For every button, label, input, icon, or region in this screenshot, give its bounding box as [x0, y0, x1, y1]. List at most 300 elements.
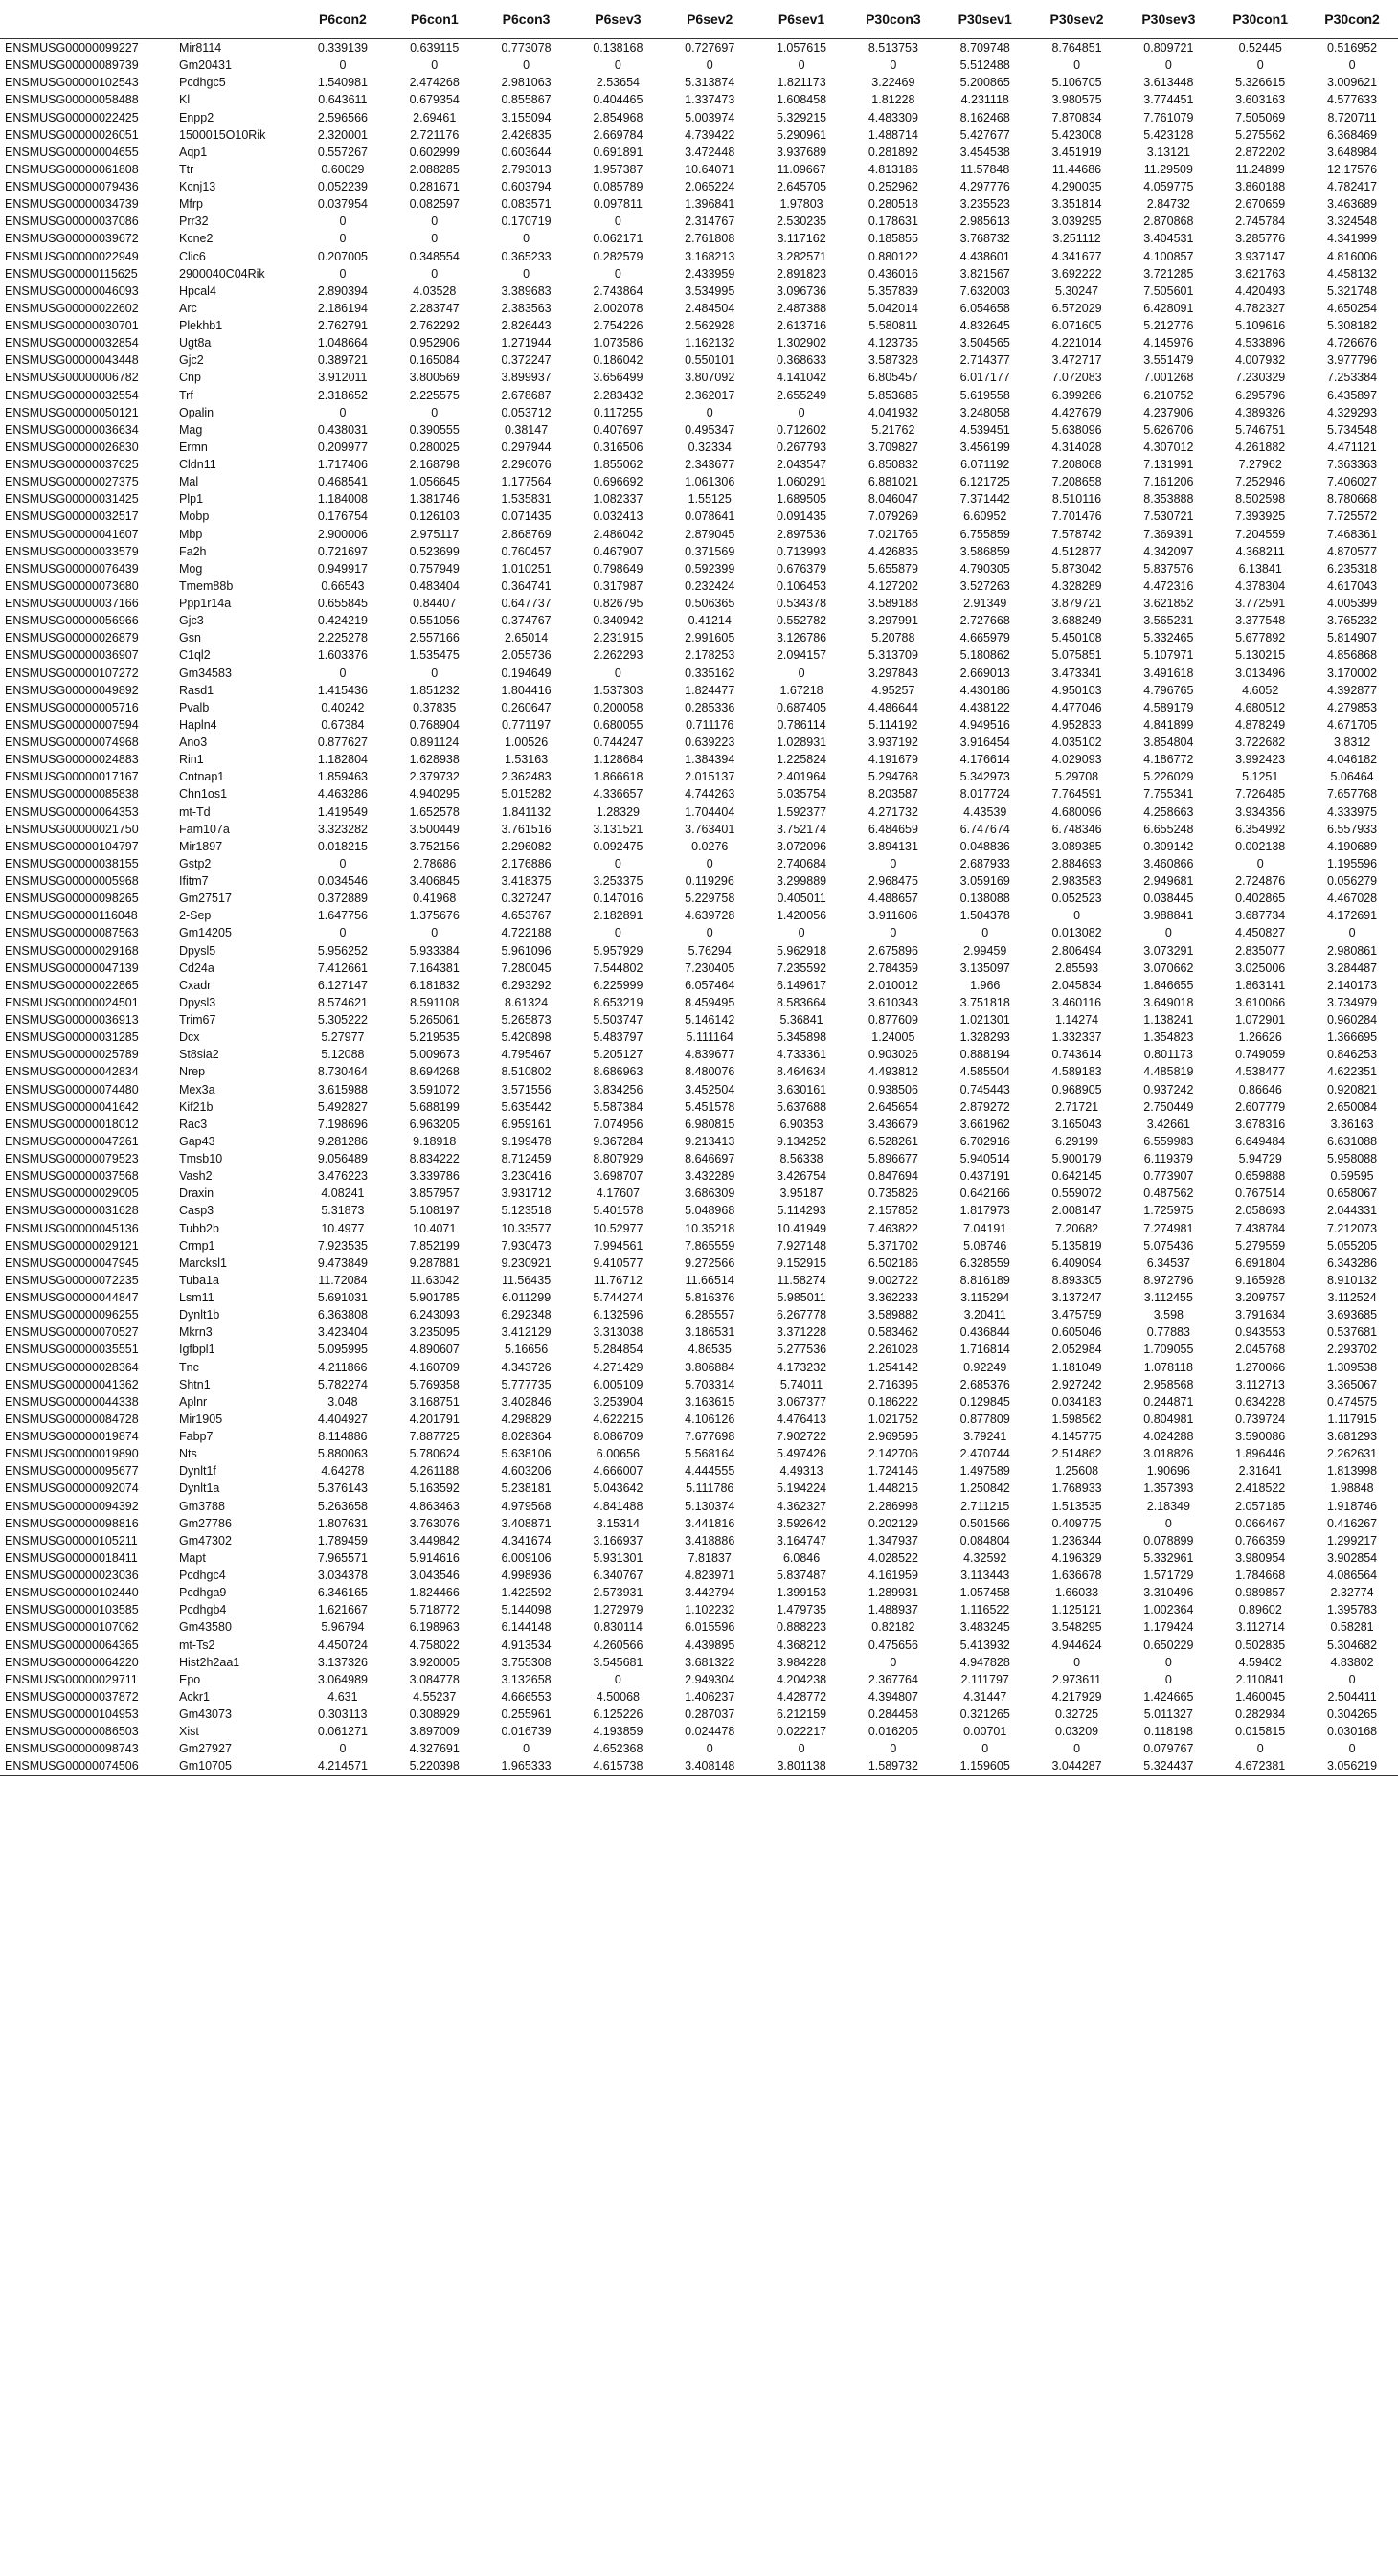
expression-value-cell: 4.333975	[1326, 804, 1378, 819]
expression-value-cell: 4.639728	[685, 909, 735, 923]
expression-value-cell: 5.27977	[321, 1030, 365, 1045]
expression-value-cell: 1.357393	[1143, 1481, 1194, 1496]
expression-value-cell: 7.994561	[593, 1238, 643, 1253]
expression-value-cell: 4.08241	[321, 1186, 365, 1201]
expression-value-cell: 4.59402	[1238, 1655, 1282, 1669]
expression-value-cell: 3.406845	[409, 874, 460, 889]
table-row	[0, 1116, 1398, 1133]
expression-value-cell: 4.585504	[959, 1065, 1010, 1079]
expression-value-cell: 1.725975	[1143, 1204, 1194, 1218]
ensembl-id-cell: ENSMUSG00000076439	[5, 561, 139, 576]
expression-value-cell: 8.574621	[317, 995, 368, 1009]
expression-value-cell: 7.902722	[776, 1430, 827, 1444]
expression-value-cell: 0.82182	[871, 1620, 915, 1635]
ensembl-id-cell: ENSMUSG00000116048	[5, 909, 138, 923]
expression-value-cell: 4.512877	[1051, 544, 1102, 558]
expression-value-cell: 3.763076	[409, 1516, 460, 1530]
expression-value-cell: 0.106453	[776, 578, 827, 593]
expression-value-cell: 0.920821	[1326, 1082, 1378, 1096]
expression-value-cell: 9.230921	[501, 1255, 552, 1270]
table-row	[0, 1654, 1398, 1671]
expression-value-cell: 4.589183	[1051, 1065, 1102, 1079]
expression-value-cell: 0.830114	[593, 1620, 643, 1635]
expression-value-cell: 0.374767	[501, 614, 552, 628]
expression-value-cell: 2.094157	[776, 648, 827, 663]
expression-value-cell: 3.761516	[501, 822, 552, 836]
ensembl-id-cell: ENSMUSG00000047945	[5, 1255, 139, 1270]
expression-value-cell: 0.015815	[1235, 1725, 1286, 1739]
expression-value-cell: 2.745784	[1235, 215, 1286, 229]
expression-value-cell: 4.127202	[868, 578, 918, 593]
expression-value-cell: 3.661962	[959, 1117, 1010, 1131]
gene-symbol-cell: Dpysl3	[179, 995, 216, 1009]
expression-value-cell: 6.428091	[1143, 301, 1194, 315]
expression-value-cell: 3.166937	[593, 1533, 643, 1548]
expression-value-cell: 7.578742	[1051, 527, 1102, 541]
expression-value-cell: 0	[523, 266, 530, 281]
expression-value-cell: 2.645705	[776, 180, 827, 194]
expression-value-cell: 3.170002	[1326, 666, 1378, 680]
gene-symbol-cell: Cnp	[179, 371, 201, 385]
expression-value-cell: 5.313874	[685, 76, 735, 90]
expression-value-cell: 0.280518	[868, 197, 918, 212]
expression-value-cell: 0.67384	[321, 717, 365, 732]
expression-value-cell: 3.992423	[1235, 753, 1286, 767]
expression-value-cell: 3.693685	[1326, 1308, 1378, 1322]
table-row	[0, 1740, 1398, 1757]
ensembl-id-cell: ENSMUSG00000056966	[5, 614, 139, 628]
expression-value-cell: 0.757949	[409, 561, 460, 576]
expression-value-cell: 0.960284	[1326, 1013, 1378, 1028]
expression-value-cell: 8.114886	[318, 1430, 368, 1444]
gene-symbol-cell: Hpcal4	[179, 283, 216, 298]
expression-value-cell: 2.981063	[501, 76, 552, 90]
expression-value-cell: 0.372247	[501, 353, 552, 368]
expression-value-cell: 0.052523	[1051, 892, 1102, 906]
expression-value-cell: 3.456199	[959, 440, 1010, 454]
expression-value-cell: 1.299217	[1326, 1533, 1378, 1548]
expression-value-cell: 0.639115	[410, 41, 460, 56]
expression-value-cell: 3.721285	[1143, 266, 1194, 281]
expression-value-cell: 5.31873	[321, 1204, 365, 1218]
expression-value-cell: 0.048836	[959, 839, 1010, 853]
expression-value-cell: 0.281892	[868, 145, 918, 159]
expression-value-cell: 6.747674	[959, 822, 1010, 836]
header-row	[0, 0, 1398, 39]
table-row	[0, 490, 1398, 508]
expression-value-cell: 4.979568	[501, 1499, 552, 1513]
expression-value-cell: 4.444555	[685, 1464, 735, 1479]
gene-symbol-cell: Tmem88b	[179, 578, 234, 593]
expression-value-cell: 0.030168	[1326, 1725, 1378, 1739]
expression-value-cell: 8.807929	[593, 1152, 643, 1166]
expression-value-cell: 5.003974	[685, 110, 735, 124]
expression-value-cell: 1.571729	[1143, 1569, 1194, 1583]
ensembl-id-cell: ENSMUSG00000030701	[5, 319, 139, 333]
ensembl-id-cell: ENSMUSG00000036913	[5, 1013, 139, 1028]
expression-value-cell: 3.920005	[409, 1655, 460, 1669]
expression-value-cell: 5.703314	[685, 1377, 735, 1391]
expression-value-cell: 8.162468	[959, 110, 1010, 124]
gene-symbol-cell: Mir8114	[179, 41, 222, 56]
expression-value-cell: 5.734548	[1326, 422, 1378, 437]
expression-value-cell: 4.214571	[297, 1757, 389, 1775]
table-row	[0, 74, 1398, 91]
expression-value-cell: 1.309538	[1326, 1360, 1378, 1374]
expression-value-cell: 4.878249	[1235, 717, 1286, 732]
ensembl-id-cell: ENSMUSG00000103585	[5, 1603, 139, 1617]
table-row	[0, 821, 1398, 838]
expression-value-cell: 6.057464	[685, 978, 735, 992]
column-header: P6sev3	[572, 0, 664, 39]
expression-value-cell: 7.412661	[317, 960, 368, 975]
ensembl-id-cell: ENSMUSG00000022425	[5, 110, 139, 124]
expression-value-cell: 7.701476	[1051, 509, 1102, 524]
gene-symbol-cell: Trim67	[179, 1013, 216, 1028]
expression-value-cell: 5.108197	[409, 1204, 460, 1218]
expression-value-cell: 0.523699	[409, 544, 460, 558]
expression-value-cell: 2.065224	[685, 180, 735, 194]
expression-value-cell: 0.078899	[1143, 1533, 1194, 1548]
expression-value-cell: 8.028364	[501, 1430, 552, 1444]
expression-value-cell: 3.587328	[868, 353, 918, 368]
expression-value-cell: 7.852199	[409, 1238, 460, 1253]
expression-value-cell: 4.237906	[1143, 405, 1194, 419]
table-row	[0, 39, 1398, 57]
expression-value-cell: 5.107971	[1143, 648, 1194, 663]
expression-value-cell: 2.320001	[317, 127, 368, 142]
gene-symbol-cell: Rin1	[179, 753, 204, 767]
expression-value-cell: 8.046047	[868, 492, 918, 507]
expression-value-cell: 2.969595	[868, 1430, 918, 1444]
expression-value-cell: 5.075851	[1051, 648, 1102, 663]
gene-symbol-cell: Tubb2b	[179, 1221, 219, 1235]
ensembl-id-cell: ENSMUSG00000064365	[5, 1638, 139, 1652]
expression-value-cell: 6.559983	[1143, 1134, 1194, 1148]
expression-value-cell: 0.501566	[959, 1516, 1010, 1530]
expression-value-cell: 5.263658	[317, 1499, 368, 1513]
expression-value-cell: 3.899937	[501, 371, 552, 385]
expression-value-cell: 4.123735	[868, 336, 918, 350]
expression-value-cell: 1.855062	[593, 458, 643, 472]
expression-value-cell: 5.106705	[1051, 76, 1102, 90]
ensembl-id-cell: ENSMUSG00000085838	[5, 787, 139, 802]
expression-value-cell: 3.472717	[1051, 353, 1102, 368]
expression-value-cell: 5.29708	[1054, 770, 1099, 784]
expression-value-cell: 7.274981	[1143, 1221, 1194, 1235]
expression-value-cell: 6.805457	[868, 371, 918, 385]
expression-value-cell: 6.210752	[1143, 388, 1194, 402]
expression-value-cell: 1.807631	[317, 1516, 368, 1530]
expression-value-cell: 0	[1348, 1742, 1356, 1756]
expression-value-cell: 0.052239	[317, 180, 368, 194]
expression-value-cell: 8.086709	[593, 1430, 643, 1444]
expression-value-cell: 0.77883	[1146, 1325, 1190, 1340]
expression-value-cell: 0.92249	[963, 1360, 1007, 1374]
expression-value-cell: 2.754226	[593, 319, 643, 333]
table-row	[0, 1428, 1398, 1445]
table-row	[0, 1237, 1398, 1254]
expression-value-cell: 6.850832	[868, 458, 918, 472]
expression-value-cell: 0.687405	[776, 700, 827, 714]
expression-value-cell: 0.888223	[776, 1620, 827, 1635]
expression-value-cell: 3.934356	[1235, 804, 1286, 819]
ensembl-id-cell: ENSMUSG00000045136	[5, 1221, 139, 1235]
ensembl-id-cell: ENSMUSG00000070527	[5, 1325, 139, 1340]
expression-value-cell: 3.527263	[959, 578, 1010, 593]
expression-value-cell: 4.438601	[959, 249, 1010, 263]
gene-symbol-cell: Pcdhga9	[179, 1586, 227, 1600]
column-header: P30sev2	[1031, 0, 1123, 39]
expression-value-cell: 9.134252	[776, 1134, 827, 1148]
expression-value-cell: 0	[339, 405, 347, 419]
gene-symbol-cell: Gm34583	[179, 666, 232, 680]
expression-value-cell: 2.057185	[1235, 1499, 1286, 1513]
expression-value-cell: 8.56338	[779, 1152, 823, 1166]
expression-value-cell: 5.342973	[959, 770, 1010, 784]
expression-value-cell: 2.562928	[685, 319, 735, 333]
expression-value-cell: 0	[614, 856, 621, 870]
expression-value-cell: 2.362483	[501, 770, 552, 784]
ensembl-id-cell: ENSMUSG00000058488	[5, 93, 139, 107]
expression-value-cell: 1.415436	[317, 683, 368, 697]
expression-value-cell: 0.846253	[1326, 1048, 1378, 1062]
expression-value-cell: 1.159605	[939, 1757, 1031, 1775]
expression-value-cell: 9.287881	[409, 1255, 460, 1270]
expression-value-cell: 0.285336	[685, 700, 735, 714]
expression-value-cell: 7.677698	[685, 1430, 735, 1444]
expression-value-cell: 0.079767	[1143, 1742, 1194, 1756]
expression-value-cell: 0.735826	[868, 1186, 918, 1201]
expression-value-cell: 0.129845	[959, 1394, 1010, 1409]
expression-value-cell: 3.603163	[1235, 93, 1286, 107]
expression-value-cell: 0.092475	[593, 839, 643, 853]
expression-value-cell: 3.253375	[593, 874, 643, 889]
expression-value-cell: 3.418375	[501, 874, 552, 889]
gene-symbol-cell: Trf	[179, 388, 193, 402]
expression-value-cell: 0.126103	[409, 509, 460, 524]
expression-value-cell: 2.043547	[776, 458, 827, 472]
expression-value-cell: 0.605046	[1051, 1325, 1102, 1340]
expression-value-cell: 0	[614, 1672, 621, 1686]
expression-value-cell: 5.095995	[317, 1343, 368, 1357]
table-row	[0, 1063, 1398, 1080]
expression-value-cell: 6.011299	[501, 1291, 552, 1305]
expression-value-cell: 7.20682	[1054, 1221, 1099, 1235]
expression-value-cell: 7.965571	[317, 1550, 368, 1565]
expression-value-cell: 1.116522	[960, 1603, 1010, 1617]
expression-value-cell: 4.160709	[409, 1360, 460, 1374]
expression-value-cell: 4.394807	[868, 1689, 918, 1704]
expression-value-cell: 4.260566	[593, 1638, 643, 1652]
ensembl-id-cell: ENSMUSG00000099227	[5, 41, 139, 56]
table-row	[0, 1618, 1398, 1636]
expression-value-cell: 3.692222	[1051, 266, 1102, 281]
expression-value-cell: 3.686309	[685, 1186, 735, 1201]
ensembl-id-cell: ENSMUSG00000044338	[5, 1394, 139, 1409]
expression-value-cell: 0.438031	[317, 422, 368, 437]
expression-value-cell: 1.073586	[593, 336, 643, 350]
expression-value-cell: 7.530721	[1143, 509, 1194, 524]
expression-value-cell: 4.493812	[868, 1065, 918, 1079]
ensembl-id-cell: ENSMUSG00000032554	[5, 388, 139, 402]
expression-value-cell: 7.870834	[1051, 110, 1102, 124]
expression-value-cell: 7.079269	[868, 509, 918, 524]
gene-symbol-cell: Aqp1	[179, 145, 208, 159]
expression-value-cell: 1.504378	[959, 909, 1010, 923]
expression-value-cell: 2.32774	[1330, 1586, 1374, 1600]
expression-value-cell: 7.393925	[1235, 509, 1286, 524]
expression-value-cell: 0	[798, 405, 805, 419]
expression-value-cell: 5.111786	[686, 1481, 734, 1496]
expression-value-cell: 7.505601	[1143, 283, 1194, 298]
gene-symbol-cell: Tuba1a	[179, 1273, 219, 1287]
expression-value-cell: 3.113443	[960, 1569, 1010, 1583]
expression-value-cell: 3.592642	[776, 1516, 827, 1530]
expression-value-cell: 0.938506	[868, 1082, 918, 1096]
expression-value-cell: 3.025006	[1235, 960, 1286, 975]
expression-value-cell: 3.984228	[776, 1655, 827, 1669]
ensembl-id-cell: ENSMUSG00000029005	[5, 1186, 139, 1201]
gene-symbol-cell: Mir1905	[179, 1412, 223, 1426]
expression-value-cell: 3.621852	[1143, 597, 1194, 611]
expression-value-cell: 0	[339, 666, 347, 680]
expression-value-cell: 5.229758	[685, 892, 735, 906]
expression-value-cell: 0	[431, 58, 439, 73]
expression-value-cell: 1.621667	[317, 1603, 368, 1617]
expression-value-cell: 3.297843	[868, 666, 918, 680]
expression-value-cell: 4.813186	[868, 162, 918, 176]
expression-value-cell: 0.348554	[409, 249, 460, 263]
expression-value-cell: 3.722682	[1235, 735, 1286, 750]
expression-value-cell: 7.755341	[1143, 787, 1194, 802]
expression-value-cell: 4.782417	[1326, 180, 1378, 194]
expression-value-cell: 5.450108	[1051, 631, 1102, 645]
expression-value-cell: 0.32725	[1054, 1707, 1099, 1722]
expression-value-cell: 7.438784	[1235, 1221, 1286, 1235]
expression-value-cell: 1.804416	[501, 683, 552, 697]
expression-value-cell: 0.655845	[317, 597, 368, 611]
expression-value-cell: 4.823971	[685, 1569, 735, 1583]
expression-value-cell: 2.486042	[593, 527, 643, 541]
expression-value-cell: 5.914616	[409, 1550, 460, 1565]
expression-value-cell: 4.950103	[1051, 683, 1102, 697]
expression-value-cell: 4.145976	[1143, 336, 1194, 350]
expression-value-cell: 4.086564	[1326, 1569, 1378, 1583]
expression-value-cell: 4.947828	[959, 1655, 1010, 1669]
expression-value-cell: 7.81837	[688, 1550, 732, 1565]
gene-symbol-cell: Tnc	[179, 1360, 199, 1374]
expression-value-cell: 3.491618	[1143, 666, 1194, 680]
expression-value-cell: 4.841488	[593, 1499, 643, 1513]
expression-value-cell: 4.998936	[501, 1569, 552, 1583]
column-header	[177, 0, 297, 39]
expression-value-cell: 2.711215	[960, 1499, 1010, 1513]
gene-symbol-cell: Gm14205	[179, 926, 232, 940]
expression-value-cell: 2.71721	[1054, 1099, 1099, 1114]
expression-value-cell: 5.194224	[776, 1481, 827, 1496]
expression-value-cell: 3.911606	[868, 909, 918, 923]
expression-value-cell: 1.162132	[685, 336, 735, 350]
expression-value-cell: 5.880063	[317, 1447, 368, 1461]
expression-value-cell: 2.99459	[963, 943, 1007, 958]
expression-value-cell: 4.190689	[1326, 839, 1378, 853]
expression-value-cell: 4.428772	[776, 1689, 827, 1704]
expression-value-cell: 1.821173	[777, 76, 826, 90]
expression-value-cell: 4.438122	[959, 700, 1010, 714]
expression-value-cell: 3.688249	[1051, 614, 1102, 628]
ensembl-id-cell: ENSMUSG00000043448	[5, 353, 139, 368]
expression-value-cell: 5.035754	[776, 787, 827, 802]
expression-value-cell: 8.017724	[959, 787, 1010, 802]
expression-value-cell: 2.69461	[413, 110, 457, 124]
expression-value-cell: 4.145775	[1051, 1430, 1102, 1444]
expression-value-cell: 7.198696	[317, 1117, 368, 1131]
expression-value-cell: 1.28329	[596, 804, 640, 819]
expression-value-cell: 5.043642	[593, 1481, 643, 1496]
expression-value-cell: 8.893305	[1051, 1273, 1102, 1287]
expression-value-cell: 5.626706	[1143, 422, 1194, 437]
expression-value-cell: 2.262631	[1326, 1447, 1378, 1461]
table-row	[0, 872, 1398, 890]
expression-value-cell: 1.195596	[1326, 856, 1378, 870]
expression-value-cell: 3.916454	[959, 735, 1010, 750]
table-row	[0, 803, 1398, 821]
expression-value-cell: 2.650084	[1326, 1099, 1378, 1114]
expression-value-cell: 5.931301	[593, 1550, 643, 1565]
expression-value-cell: 5.205127	[593, 1048, 643, 1062]
expression-value-cell: 4.782327	[1235, 301, 1286, 315]
expression-value-cell: 5.324437	[1122, 1757, 1214, 1775]
expression-value-cell: 0.711176	[686, 717, 734, 732]
expression-value-cell: 4.666553	[501, 1689, 552, 1704]
ensembl-id-cell: ENSMUSG00000036907	[5, 648, 139, 663]
expression-value-cell: 1.717406	[317, 458, 368, 472]
ensembl-id-cell: ENSMUSG00000034739	[5, 197, 139, 212]
expression-value-cell: 3.755308	[501, 1655, 552, 1669]
expression-value-cell: 7.131991	[1143, 458, 1194, 472]
expression-value-cell: 1.375676	[409, 909, 460, 923]
expression-value-cell: 8.583664	[776, 995, 827, 1009]
expression-value-cell: 3.404531	[1143, 232, 1194, 246]
expression-value-cell: 6.293292	[501, 978, 552, 992]
table-row	[0, 334, 1398, 351]
gene-symbol-cell: Kl	[179, 93, 191, 107]
expression-value-cell: 0	[614, 215, 621, 229]
expression-value-cell: 2.261028	[868, 1343, 918, 1357]
expression-value-cell: 1.332337	[1051, 1030, 1102, 1045]
expression-value-cell: 3.763401	[685, 822, 735, 836]
expression-value-cell: 3.131521	[593, 822, 643, 836]
expression-value-cell: 0.303113	[318, 1707, 368, 1722]
expression-value-cell: 8.910132	[1326, 1273, 1378, 1287]
expression-value-cell: 0	[523, 58, 530, 73]
expression-value-cell: 2.314767	[685, 215, 735, 229]
expression-value-cell: 2.724876	[1235, 874, 1286, 889]
gene-symbol-cell: Plp1	[179, 492, 204, 507]
expression-value-cell: 6.071192	[960, 458, 1010, 472]
expression-value-cell: 7.468361	[1326, 527, 1378, 541]
expression-value-cell: 9.281286	[317, 1134, 368, 1148]
table-row	[0, 213, 1398, 230]
expression-value-cell: 0.40242	[321, 700, 365, 714]
gene-symbol-cell: Lsm11	[179, 1291, 214, 1305]
gene-symbol-cell: Mal	[179, 475, 199, 489]
expression-value-cell: 0.768904	[409, 717, 460, 732]
expression-value-cell: 0.339139	[317, 41, 368, 56]
expression-value-cell: 0.603644	[501, 145, 552, 159]
gene-symbol-cell: Fabp7	[179, 1430, 214, 1444]
